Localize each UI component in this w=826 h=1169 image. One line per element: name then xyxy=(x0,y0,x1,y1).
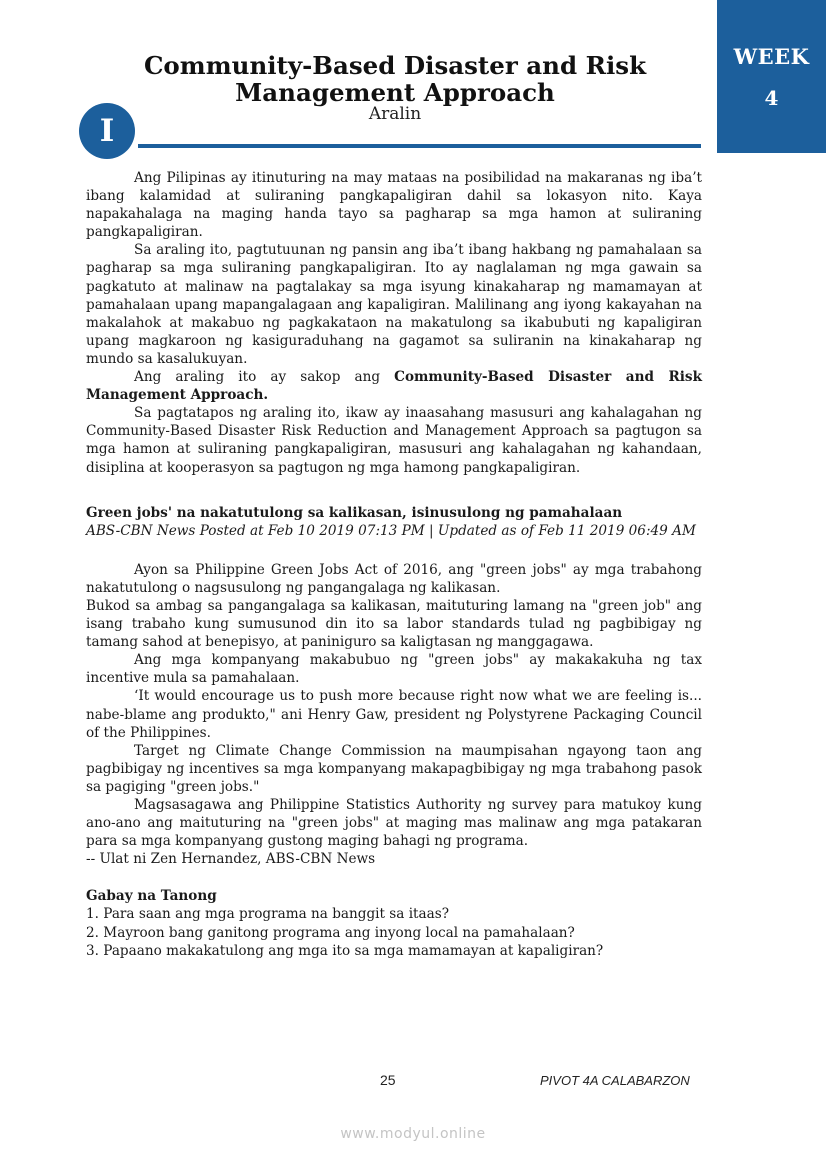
guide-question: 3. Papaano makakatulong ang mga ito sa mga mamamayan at kapaligiran? xyxy=(86,942,604,959)
lesson-paragraph-2: Sa araling ito, pagtutuunan ng pansin ang iba’t ibang hakbang ng pamahalaan sa pagharap sa mga suliraning pangkapaligiran. Ito ay naglalaman ng mga gawain sa pagkatuto at malinaw na pagtalakay sa mga isyung kinakaharap ng mamamayan at pamahalaan upang mapangalagaan ang kapaligiran. Malilinang ang iyong kakayahan na makalahok at makabuo ng pagkakataon na makatulong sa ikabubuti ng kapaligiran upang magkaroon ng kasiguraduhang na gagamot sa suliranin na kinakaharap ng mundo sa kasalukuyan. xyxy=(86,242,702,367)
lesson-paragraph-4: Sa pagtatapos ng araling ito, ikaw ay inaasahang masusuri ang kahalagahan ng Community-Based Disaster Risk Reduction and Management Approach sa pagtugon sa mga hamon at suliraning pangkapaligiran, masusuri ang kahalagahan ng kahandaan, disiplina at kooperasyon sa pagtugon ng mga hamong pangkapaligiran. xyxy=(86,405,702,476)
main-content xyxy=(86,169,702,960)
title-line-2: Management Approach xyxy=(235,78,555,107)
week-label: WEEK xyxy=(733,44,810,69)
guide-question: 2. Mayroon bang ganitong programa ang inyong local na pamahalaan? xyxy=(86,924,575,941)
guide-heading: Gabay na Tanong xyxy=(86,888,217,905)
news-meta: ABS-CBN News Posted at Feb 10 2019 07:13 PM | Updated as of Feb 11 2019 06:49 AM xyxy=(86,522,696,539)
lesson-paragraph-3-text: Ang araling ito ay sakop ang xyxy=(134,369,395,386)
news-paragraph-2: Bukod sa ambag sa pangangalaga sa kalikasan, maituturing lamang na "green job" ang isang trabaho kung sumusunod din ito sa labor standards tulad ng pagbibigay ng tamang sahod at benepisyo, at paniniguro sa kaligtasan ng manggagawa. xyxy=(86,597,702,651)
lesson-paragraph-3 xyxy=(86,368,702,404)
week-tab xyxy=(717,0,826,153)
watermark: www.modyul.online xyxy=(340,1126,486,1142)
news-paragraph-6: Magsasagawa ang Philippine Statistics Authority ng survey para matukoy kung ano-ano ang maituturing na "green jobs" at maging mas malinaw ang mga patakaran para sa mga kompanyang gustong maging bahagi ng programa. xyxy=(86,797,702,850)
lesson-paragraph-1: Ang Pilipinas ay itinuturing na may mataas na posibilidad na makaranas ng iba’t ibang kalamidad at suliraning pangkapaligiran dahil sa lokasyon nito. Kaya napakahalaga na maging handa tayo sa pagharap sa mga hamon at suliraning pangkapaligiran. xyxy=(86,170,702,241)
page-title xyxy=(110,52,680,106)
guide-question: 1. Para saan ang mga programa na banggit sa itaas? xyxy=(86,906,449,923)
page-subtitle: Aralin xyxy=(368,104,422,124)
news-byline: -- Ulat ni Zen Hernandez, ABS-CBN News xyxy=(86,851,376,868)
publisher-label: PIVOT 4A CALABARZON xyxy=(540,1073,690,1088)
news-paragraph-5: Target ng Climate Change Commission na maumpisahan ngayong taon ang pagbibigay ng incentives sa mga kompanyang makapagbibigay ng mga trabahong pasok sa pagiging "green jobs." xyxy=(86,742,702,795)
week-number: 4 xyxy=(764,86,779,110)
lesson-topic-bold: Community-Based Disaster and Risk Management Approach. xyxy=(86,369,702,404)
news-paragraph-4: ‘It would encourage us to push more because right now what we are feeling is... nabe-blame ang produkto," ani Henry Gaw, president ng Polystyrene Packaging Council of the Philippines. xyxy=(86,688,702,741)
news-title: Green jobs' na nakatutulong sa kalikasan, isinusulong ng pamahalaan xyxy=(86,504,623,521)
title-line-1: Community-Based Disaster and Risk xyxy=(143,51,647,80)
section-letter-badge: I xyxy=(79,103,135,159)
news-paragraph-1: Ayon sa Philippine Green Jobs Act of 2016, ang "green jobs" ay mga trabahong nakatutulong o nagsusulong ng pangangalaga ng kalikasan. xyxy=(86,561,702,596)
news-paragraph-3: Ang mga kompanyang makabubuo ng "green jobs" ay makakakuha ng tax incentive mula sa pamahalaan. xyxy=(86,652,702,687)
title-underline xyxy=(138,144,701,148)
page-number: 25 xyxy=(380,1072,396,1088)
